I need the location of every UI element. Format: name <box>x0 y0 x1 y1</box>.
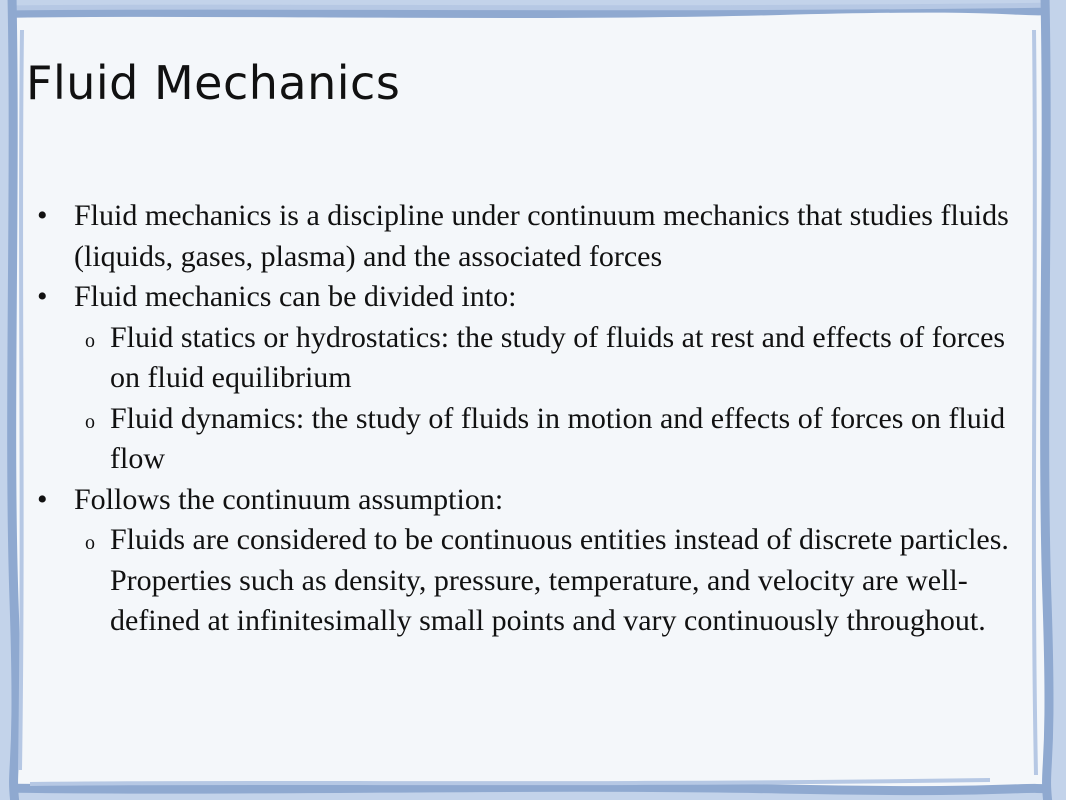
slide-content <box>30 196 1020 642</box>
bullet-item <box>30 277 1020 318</box>
sub-bullet-text: Fluid statics or hydrostatics: the study of fluids at rest and effects of forces on fluid equilibrium <box>110 320 1006 394</box>
sub-bullet-marker: o <box>85 410 95 433</box>
sub-bullet-text: Fluid dynamics: the study of fluids in motion and effects of forces on fluid flow <box>110 401 1006 475</box>
bullet-marker: • <box>37 482 48 516</box>
bullet-marker: • <box>37 280 48 313</box>
sub-bullet-item <box>30 399 1020 480</box>
bullet-item <box>30 196 1020 277</box>
bullet-marker: • <box>37 199 48 232</box>
bullet-text: Fluid mechanics can be divided into: <box>74 280 517 313</box>
bullet-text: Fluid mechanics is a discipline under continuum mechanics that studies fluids (liquids, gases, plasma) and the associated forces <box>74 199 1009 273</box>
bullet-item <box>30 480 1020 521</box>
sub-bullet-text: Fluids are considered to be continuous entities instead of discrete particles. Properties such as density, pressure, temperature, and velocity are well-defined at infinitesimally small points and vary continuously throughout. <box>110 523 1009 637</box>
sub-bullet-marker: o <box>85 329 95 352</box>
bullet-text: Follows the continuum assumption: <box>74 482 504 516</box>
slide-title: Fluid Mechanics <box>26 56 401 110</box>
sub-bullet-marker: o <box>85 532 95 554</box>
sub-bullet-item <box>30 520 1020 642</box>
sub-bullet-item <box>30 318 1020 399</box>
